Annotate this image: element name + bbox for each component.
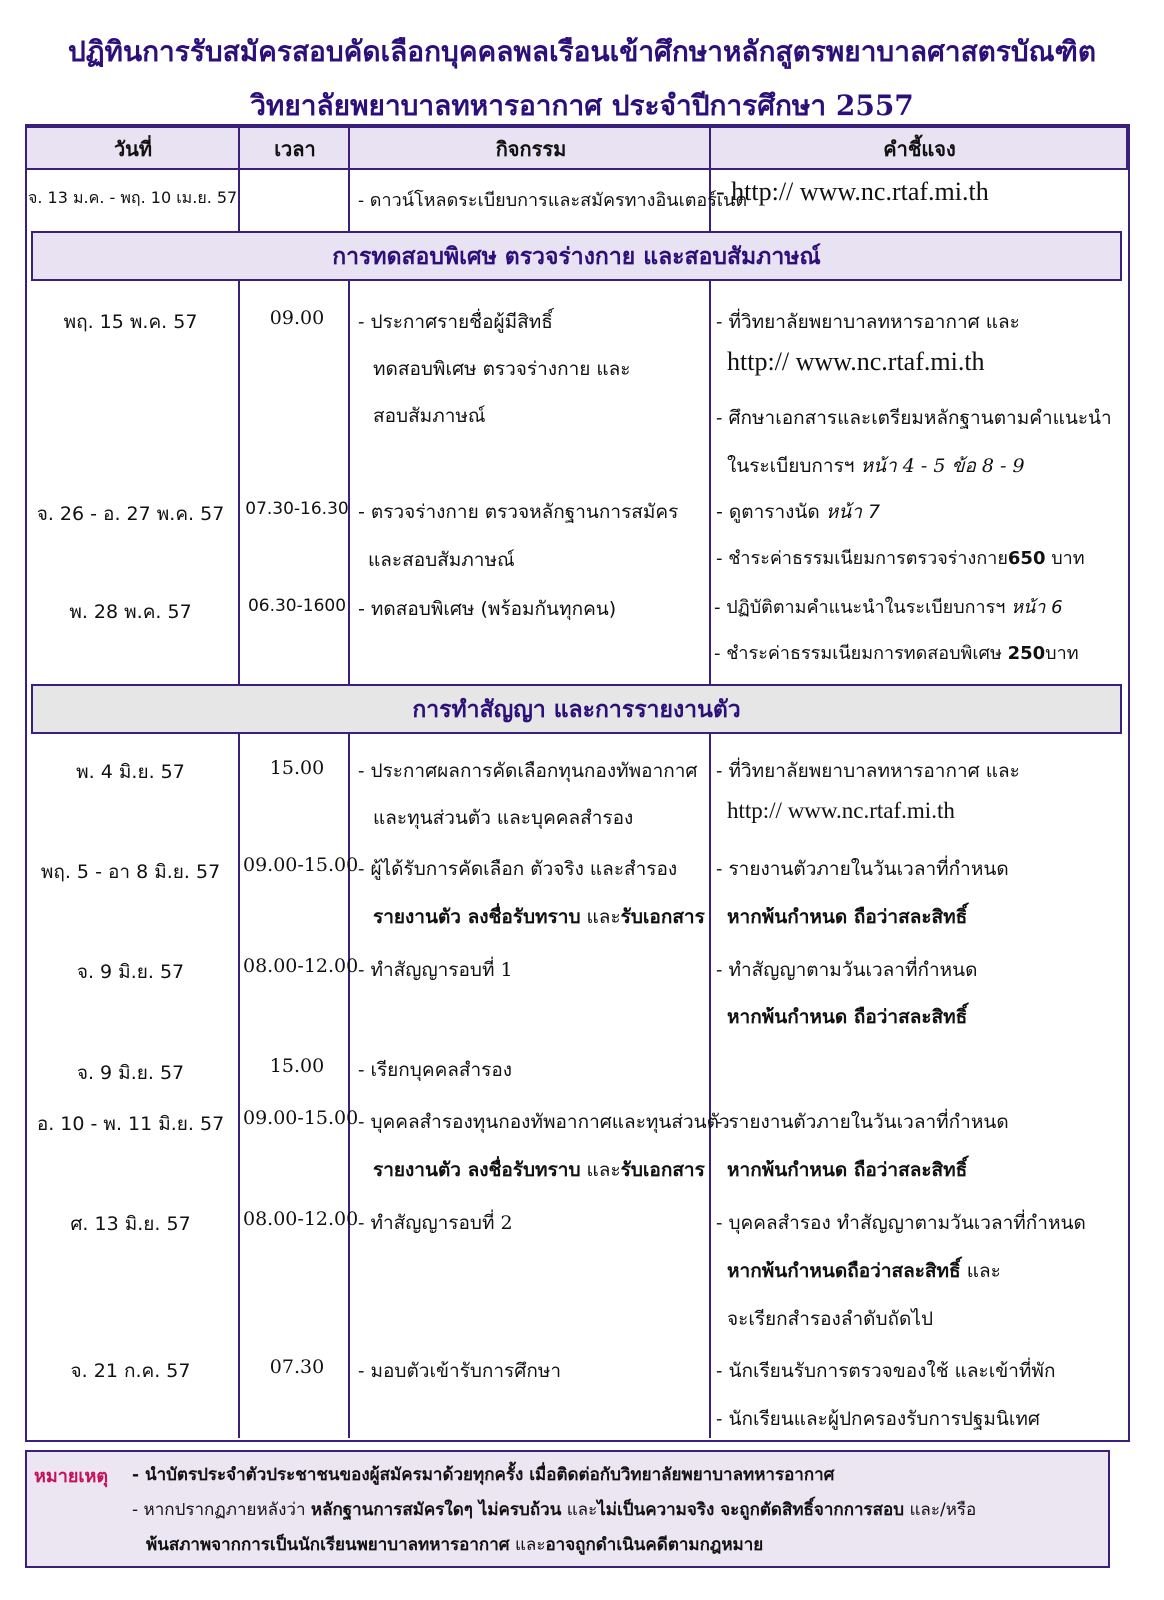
row-time: 08.00-12.00 — [243, 955, 359, 977]
header-note: คำชี้แจง — [883, 137, 956, 161]
column-divider — [348, 733, 350, 1438]
remark-line — [146, 1531, 763, 1558]
header-activity: กิจกรรม — [495, 137, 567, 161]
remark-line — [132, 1496, 976, 1523]
row-note-warning: หากพ้นกำหนด ถือว่าสละสิทธิ์ — [727, 1159, 968, 1181]
emphasis-text: รายงานตัว ลงชื่อรับทราบ — [373, 906, 581, 928]
row-time: 15.00 — [269, 757, 325, 779]
emphasis-text: รับเอกสาร — [620, 906, 705, 928]
column-divider — [238, 126, 240, 231]
row-note-link[interactable]: http:// www.nc.rtaf.mi.th — [727, 347, 985, 376]
note-text: - ดูตารางนัด — [716, 501, 826, 523]
header-time: เวลา — [274, 137, 316, 161]
row-activity: - เรียกบุคคลสำรอง — [358, 1059, 513, 1081]
note-page-ref: หน้า 6 — [1011, 597, 1063, 618]
remark-text: และ/หรือ — [904, 1500, 977, 1520]
note-text: - ปฏิบัติตามคำแนะนำในระเบียบการฯ — [714, 597, 1012, 618]
row-date: จ. 13 ม.ค. - พฤ. 10 เม.ย. 57 — [28, 188, 238, 207]
row-activity: - ตรวจร่างกาย ตรวจหลักฐานการสมัคร — [358, 501, 679, 523]
remark-emphasis: อาจถูกดำเนินคดีตามกฎหมาย — [545, 1535, 764, 1555]
row-note: - ที่วิทยาลัยพยาบาลทหารอากาศ และ — [716, 311, 1020, 333]
row-activity: - ประกาศรายชื่อผู้มีสิทธิ์ — [358, 311, 553, 333]
column-divider — [709, 126, 711, 231]
row-date: จ. 9 มิ.ย. 57 — [76, 961, 185, 983]
row-note-warning: หากพ้นกำหนดถือว่าสละสิทธิ์ — [727, 1260, 961, 1282]
column-divider — [709, 733, 711, 1438]
emphasis-text: รายงานตัว ลงชื่อรับทราบ — [373, 1159, 581, 1181]
row-time: 09.00-15.00 — [243, 1107, 359, 1129]
row-date: จ. 9 มิ.ย. 57 — [76, 1062, 185, 1084]
row-activity: - ดาวน์โหลดระเบียบการและสมัครทางอินเตอร์เนต — [358, 190, 748, 211]
row-note: - นักเรียนรับการตรวจของใช้ และเข้าที่พัก — [716, 1360, 1056, 1382]
row-note: จะเรียกสำรองลำดับถัดไป — [727, 1308, 934, 1330]
remark-text: - หากปรากฏภายหลังว่า — [132, 1500, 311, 1520]
row-date: อ. 10 - พ. 11 มิ.ย. 57 — [36, 1113, 225, 1135]
row-time: 06.30-1600 — [247, 596, 347, 616]
row-activity: - ผู้ได้รับการคัดเลือก ตัวจริง และสำรอง — [358, 858, 678, 880]
row-note: - ที่วิทยาลัยพยาบาลทหารอากาศ และ — [716, 760, 1020, 782]
row-date: พฤ. 15 พ.ค. 57 — [63, 311, 198, 333]
section-header-tests: การทดสอบพิเศษ ตรวจร่างกาย และสอบสัมภาษณ์ — [31, 231, 1122, 281]
row-note — [716, 497, 880, 527]
row-note: - ศึกษาเอกสารและเตรียมหลักฐานตามคำแนะนำ — [716, 407, 1112, 429]
row-activity: และสอบสัมภาษณ์ — [368, 549, 515, 571]
page-title: ปฏิทินการรับสมัครสอบคัดเลือกบุคคลพลเรือนเข้าศึกษาหลักสูตรพยาบาลศาสตรบัณฑิต — [67, 35, 1097, 68]
note-text: - ชำระค่าธรรมเนียมการทดสอบพิเศษ — [714, 643, 1008, 664]
row-activity: - ทำสัญญารอบที่ 1 — [358, 959, 513, 981]
row-time: 07.30 — [269, 1356, 325, 1378]
row-note: - รายงานตัวภายในวันเวลาที่กำหนด — [716, 1111, 1009, 1133]
header-date: วันที่ — [113, 137, 153, 161]
row-activity: ทดสอบพิเศษ ตรวจร่างกาย และ — [373, 358, 631, 380]
fee-amount: 250 — [1007, 643, 1046, 664]
row-note — [714, 592, 1063, 621]
note-unit: บาท — [1045, 548, 1085, 569]
column-divider — [348, 281, 350, 685]
note-text: - ชำระค่าธรรมเนียมการตรวจร่างกาย — [716, 548, 1008, 569]
row-note: - บุคคลสำรอง ทำสัญญาตามวันเวลาที่กำหนด — [716, 1212, 1086, 1234]
column-divider — [348, 126, 350, 231]
row-activity — [373, 902, 705, 932]
row-note-link[interactable]: - http:// www.nc.rtaf.mi.th — [716, 177, 989, 206]
row-note: - ทำสัญญาตามวันเวลาที่กำหนด — [716, 959, 978, 981]
row-time: 08.00-12.00 — [243, 1208, 359, 1230]
page-subtitle: วิทยาลัยพยาบาลทหารอากาศ ประจำปีการศึกษา 2557 — [250, 89, 914, 122]
row-activity: สอบสัมภาษณ์ — [373, 405, 486, 427]
joiner-text: และ — [580, 906, 621, 928]
row-date: จ. 26 - อ. 27 พ.ค. 57 — [36, 503, 225, 525]
remark-emphasis: ไม่เป็นความจริง จะถูกตัดสิทธิ์จากการสอบ — [597, 1500, 905, 1520]
joiner-text: และ — [960, 1260, 1001, 1282]
row-note — [727, 1256, 1001, 1286]
remark-line: - นำบัตรประจำตัวประชาชนของผู้สมัครมาด้วยทุกครั้ง เมื่อติดต่อกับวิทยาลัยพยาบาลทหารอากาศ — [132, 1465, 835, 1485]
row-time: 09.00 — [269, 307, 325, 329]
row-note — [716, 543, 1085, 572]
note-page-ref: หน้า 4 - 5 ข้อ 8 - 9 — [860, 455, 1025, 477]
section-header-contract: การทำสัญญา และการรายงานตัว — [31, 684, 1122, 734]
row-note: - นักเรียนและผู้ปกครองรับการปฐมนิเทศ — [716, 1408, 1040, 1430]
row-note — [714, 638, 1079, 667]
emphasis-text: รับเอกสาร — [620, 1159, 705, 1181]
remark-text: และ — [509, 1535, 546, 1555]
row-date: จ. 21 ก.ค. 57 — [70, 1360, 191, 1382]
row-time: 15.00 — [269, 1055, 325, 1077]
row-activity — [373, 1155, 705, 1185]
column-divider — [238, 281, 240, 685]
row-note-link[interactable]: http:// www.nc.rtaf.mi.th — [727, 798, 955, 823]
remark-label: หมายเหตุ — [34, 1466, 109, 1487]
note-text: ในระเบียบการฯ — [727, 455, 861, 477]
table-header — [25, 126, 1128, 170]
column-divider — [709, 281, 711, 685]
remark-text: และ — [561, 1500, 598, 1520]
note-unit: บาท — [1045, 643, 1079, 664]
fee-amount: 650 — [1007, 548, 1046, 569]
row-date: พ. 28 พ.ค. 57 — [69, 601, 192, 623]
row-activity: - ประกาศผลการคัดเลือกทุนกองทัพอากาศ — [358, 760, 698, 782]
remark-emphasis: พ้นสภาพจากการเป็นนักเรียนพยาบาลทหารอากาศ — [146, 1535, 510, 1555]
row-activity: และทุนส่วนตัว และบุคคลสำรอง — [373, 807, 634, 829]
row-note — [727, 451, 1025, 481]
note-page-ref: หน้า 7 — [825, 501, 881, 523]
row-activity: - ทดสอบพิเศษ (พร้อมกันทุกคน) — [358, 598, 617, 620]
row-note-warning: หากพ้นกำหนด ถือว่าสละสิทธิ์ — [727, 1006, 968, 1028]
row-activity: - บุคคลสำรองทุนกองทัพอากาศและทุนส่วนตัว — [358, 1111, 730, 1133]
row-note-warning: หากพ้นกำหนด ถือว่าสละสิทธิ์ — [727, 906, 968, 928]
row-time: 07.30-16.30 — [245, 499, 349, 519]
remark-emphasis: หลักฐานการสมัครใดๆ ไม่ครบถ้วน — [310, 1500, 562, 1520]
row-time: 09.00-15.00 — [243, 854, 359, 876]
row-date: ศ. 13 มิ.ย. 57 — [70, 1213, 191, 1235]
joiner-text: และ — [580, 1159, 621, 1181]
row-note: - รายงานตัวภายในวันเวลาที่กำหนด — [716, 858, 1009, 880]
column-divider — [238, 733, 240, 1438]
row-date: พฤ. 5 - อา 8 มิ.ย. 57 — [40, 861, 221, 883]
row-activity: - ทำสัญญารอบที่ 2 — [358, 1212, 513, 1234]
row-date: พ. 4 มิ.ย. 57 — [76, 761, 185, 783]
row-activity: - มอบตัวเข้ารับการศึกษา — [358, 1360, 562, 1382]
